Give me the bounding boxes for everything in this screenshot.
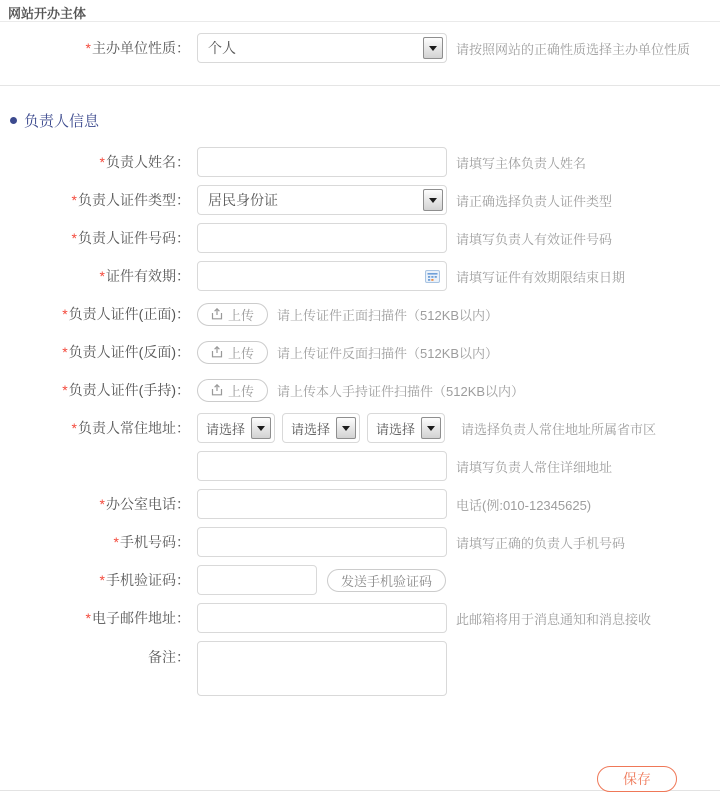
office-phone-row: [0, 489, 720, 519]
email-row: [0, 603, 720, 633]
id-front-label: *负责人证件(正面)：: [62, 306, 190, 322]
id-hand-label: *负责人证件(手持)：: [62, 382, 190, 398]
name-label: *负责人姓名：: [99, 154, 190, 170]
id-number-input[interactable]: [197, 223, 447, 253]
id-number-hint: 请填写负责人有效证件号码: [456, 231, 613, 247]
address-detail-hint: 请填写负责人常住详细地址: [456, 459, 613, 475]
id-validity-hint: 请填写证件有效期限结束日期: [456, 269, 626, 285]
required-mark: *: [71, 230, 77, 246]
remark-textarea[interactable]: [197, 641, 447, 696]
id-back-label: *负责人证件(反面)：: [62, 344, 190, 360]
remark-row: [0, 641, 720, 696]
email-input[interactable]: [197, 603, 447, 633]
chevron-down-icon[interactable]: [251, 417, 271, 439]
required-mark: *: [99, 496, 105, 512]
unit-nature-label: *主办单位性质：: [85, 40, 190, 56]
mobile-label: *手机号码：: [113, 534, 190, 550]
id-validity-input[interactable]: [197, 261, 447, 291]
id-validity-label: *证件有效期：: [99, 268, 190, 284]
mobile-row: [0, 527, 720, 557]
required-mark: *: [62, 344, 68, 360]
required-mark: *: [62, 306, 68, 322]
unit-nature-hint: 请按照网站的正确性质选择主办单位性质: [456, 41, 691, 57]
id-hand-hint: 请上传本人手持证件扫描件（512KB以内）: [277, 383, 525, 399]
responsible-name-input[interactable]: [197, 147, 447, 177]
address-detail-input[interactable]: [197, 451, 447, 481]
required-mark: *: [85, 40, 91, 56]
email-label: *电子邮件地址：: [85, 610, 190, 626]
required-mark: *: [113, 534, 119, 550]
divider: [0, 85, 720, 86]
sms-code-label: *手机验证码：: [99, 572, 190, 588]
required-mark: *: [99, 154, 105, 170]
email-hint: 此邮箱将用于消息通知和消息接收: [456, 611, 652, 627]
address-detail-row: [0, 451, 720, 481]
address-hint: 请选择负责人常住地址所属省市区: [461, 421, 657, 437]
bullet-icon: [10, 117, 17, 124]
id-front-hint: 请上传证件正面扫描件（512KB以内）: [277, 307, 499, 323]
upload-back-button[interactable]: 上传: [197, 341, 268, 364]
mobile-hint: 请填写正确的负责人手机号码: [456, 535, 626, 551]
save-row: [0, 766, 720, 792]
upload-icon: [211, 346, 223, 358]
name-hint: 请填写主体负责人姓名: [456, 155, 587, 171]
sms-code-input[interactable]: [197, 565, 317, 595]
page-title: 网站开办主体: [0, 0, 720, 22]
section-header: [10, 110, 720, 131]
section-title: 负责人信息: [24, 113, 100, 130]
address-row: [0, 413, 720, 443]
chevron-down-icon[interactable]: [423, 189, 443, 211]
id-number-label: *负责人证件号码：: [71, 230, 190, 246]
required-mark: *: [71, 192, 77, 208]
id-hand-row: [0, 375, 720, 405]
id-type-hint: 请正确选择负责人证件类型: [456, 193, 613, 209]
required-mark: *: [99, 572, 105, 588]
id-back-hint: 请上传证件反面扫描件（512KB以内）: [277, 345, 499, 361]
upload-icon: [211, 308, 223, 320]
office-phone-label: *办公室电话：: [99, 496, 190, 512]
id-type-label: *负责人证件类型：: [71, 192, 190, 208]
office-phone-input[interactable]: [197, 489, 447, 519]
chevron-down-icon[interactable]: [423, 37, 443, 59]
id-number-row: [0, 223, 720, 253]
province-select[interactable]: 请选择: [197, 413, 275, 443]
address-label: *负责人常住地址：: [71, 420, 190, 436]
chevron-down-icon[interactable]: [421, 417, 441, 439]
id-type-select[interactable]: [197, 185, 447, 215]
id-validity-row: [0, 261, 720, 291]
city-select[interactable]: 请选择: [282, 413, 360, 443]
unit-nature-select[interactable]: [197, 33, 447, 63]
sms-code-row: [0, 565, 720, 595]
save-button[interactable]: 保存: [597, 766, 677, 792]
upload-front-button[interactable]: 上传: [197, 303, 268, 326]
calendar-icon[interactable]: [425, 269, 440, 288]
district-select[interactable]: 请选择: [367, 413, 445, 443]
id-front-row: [0, 299, 720, 329]
chevron-down-icon[interactable]: [336, 417, 356, 439]
name-row: [0, 147, 720, 177]
required-mark: *: [99, 268, 105, 284]
required-mark: *: [85, 610, 91, 626]
unit-nature-value: 个人: [208, 40, 236, 56]
id-back-row: [0, 337, 720, 367]
mobile-input[interactable]: [197, 527, 447, 557]
required-mark: *: [71, 420, 77, 436]
upload-icon: [211, 384, 223, 396]
id-type-value: 居民身份证: [208, 192, 278, 208]
id-type-row: [0, 185, 720, 215]
office-phone-hint: 电话(例:010-12345625): [456, 497, 592, 513]
remark-label: 备注：: [148, 649, 190, 665]
required-mark: *: [62, 382, 68, 398]
send-sms-button[interactable]: 发送手机验证码: [327, 569, 446, 592]
unit-nature-row: [0, 33, 720, 63]
upload-hand-button[interactable]: 上传: [197, 379, 268, 402]
